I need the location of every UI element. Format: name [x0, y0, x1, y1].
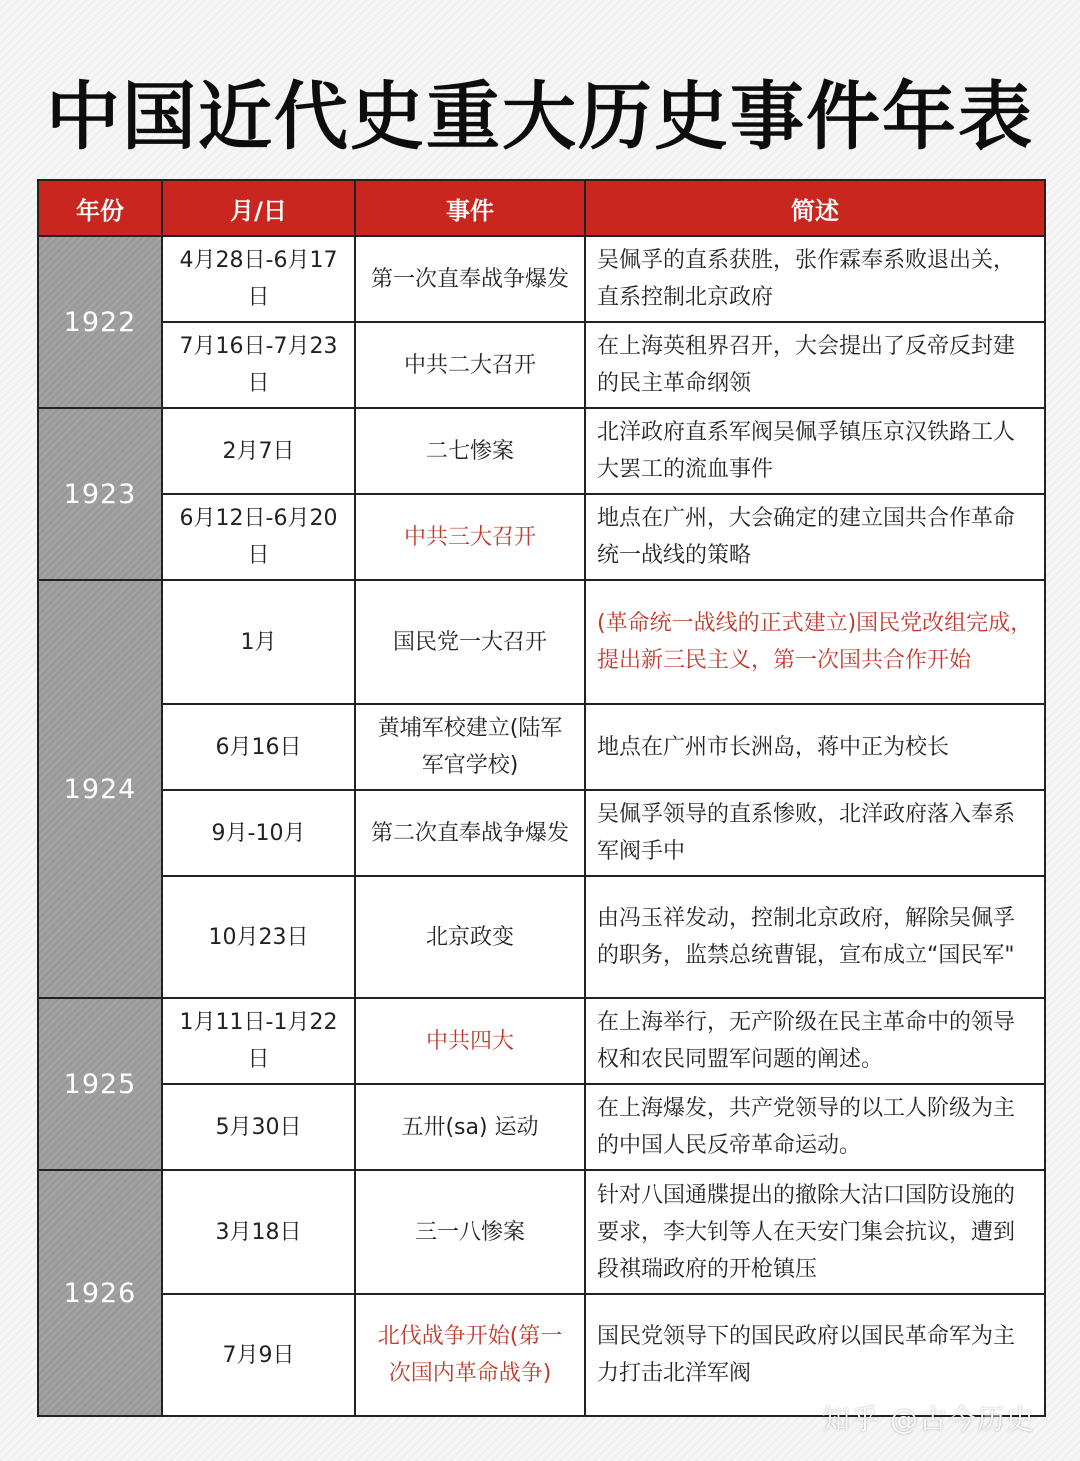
date-cell: 10月23日: [162, 876, 355, 998]
year-cell-1924: 1924: [38, 580, 162, 998]
watermark: 知乎 @古今历史: [822, 1403, 1035, 1436]
desc-cell: 吴佩孚的直系获胜，张作霖奉系败退出关，直系控制北京政府: [585, 236, 1045, 322]
event-cell: 中共二大召开: [355, 322, 585, 408]
date-cell: 1月11日-1月22日: [162, 998, 355, 1084]
table-row: [38, 236, 1045, 322]
event-cell: 二七惨案: [355, 408, 585, 494]
header-year: 年份: [38, 180, 162, 236]
year-cell-1926: 1926: [38, 1170, 162, 1416]
date-cell: 7月16日-7月23日: [162, 322, 355, 408]
desc-cell: 针对八国通牒提出的撤除大沽口国防设施的要求，李大钊等人在天安门集会抗议，遭到段祺瑞政府的开枪镇压: [585, 1170, 1045, 1294]
event-cell: 第二次直奉战争爆发: [355, 790, 585, 876]
date-cell: 2月7日: [162, 408, 355, 494]
table-row: [38, 790, 1045, 876]
table-row: [38, 704, 1045, 790]
desc-cell: 在上海英租界召开，大会提出了反帝反封建的民主革命纲领: [585, 322, 1045, 408]
date-cell: 3月18日: [162, 1170, 355, 1294]
year-cell-1922: 1922: [38, 236, 162, 408]
event-cell: 北京政变: [355, 876, 585, 998]
table-row: [38, 998, 1045, 1084]
desc-cell: 北洋政府直系军阀吴佩孚镇压京汉铁路工人大罢工的流血事件: [585, 408, 1045, 494]
event-cell-highlighted: 北伐战争开始(第一次国内革命战争): [355, 1294, 585, 1416]
desc-cell: 国民党领导下的国民政府以国民革命军为主力打击北洋军阀: [585, 1294, 1045, 1416]
year-cell-1923: 1923: [38, 408, 162, 580]
date-cell: 6月16日: [162, 704, 355, 790]
table-row: [38, 408, 1045, 494]
event-cell: 第一次直奉战争爆发: [355, 236, 585, 322]
event-cell: 三一八惨案: [355, 1170, 585, 1294]
header-event: 事件: [355, 180, 585, 236]
date-cell: 4月28日-6月17日: [162, 236, 355, 322]
table-header-row: [38, 180, 1045, 236]
table-row: [38, 1170, 1045, 1294]
date-cell: 7月9日: [162, 1294, 355, 1416]
desc-cell: 在上海爆发，共产党领导的以工人阶级为主的中国人民反帝革命运动。: [585, 1084, 1045, 1170]
desc-cell: 在上海举行，无产阶级在民主革命中的领导权和农民同盟军问题的阐述。: [585, 998, 1045, 1084]
desc-cell: 地点在广州，大会确定的建立国共合作革命统一战线的策略: [585, 494, 1045, 580]
date-cell: 5月30日: [162, 1084, 355, 1170]
event-cell: 国民党一大召开: [355, 580, 585, 704]
event-cell-highlighted: 中共三大召开: [355, 494, 585, 580]
page-title: 中国近代史重大历史事件年表: [46, 74, 1034, 160]
table-row: [38, 322, 1045, 408]
date-cell: 6月12日-6月20日: [162, 494, 355, 580]
table-row: [38, 494, 1045, 580]
table-row: [38, 876, 1045, 998]
year-cell-1925: 1925: [38, 998, 162, 1170]
event-cell: 五卅(sa) 运动: [355, 1084, 585, 1170]
date-cell: 1月: [162, 580, 355, 704]
events-table: [37, 179, 1046, 1417]
desc-cell: 由冯玉祥发动，控制北京政府，解除吴佩孚的职务，监禁总统曹锟，宣布成立“国民军": [585, 876, 1045, 998]
header-date: 月/日: [162, 180, 355, 236]
table-row: [38, 1084, 1045, 1170]
desc-cell: 吴佩孚领导的直系惨败，北洋政府落入奉系军阀手中: [585, 790, 1045, 876]
header-desc: 简述: [585, 180, 1045, 236]
desc-cell: 地点在广州市长洲岛，蒋中正为校长: [585, 704, 1045, 790]
desc-cell-highlighted: (革命统一战线的正式建立)国民党改组完成，提出新三民主义，第一次国共合作开始: [585, 580, 1045, 704]
table-row: [38, 580, 1045, 704]
event-cell: 黄埔军校建立(陆军军官学校): [355, 704, 585, 790]
date-cell: 9月-10月: [162, 790, 355, 876]
event-cell-highlighted: 中共四大: [355, 998, 585, 1084]
